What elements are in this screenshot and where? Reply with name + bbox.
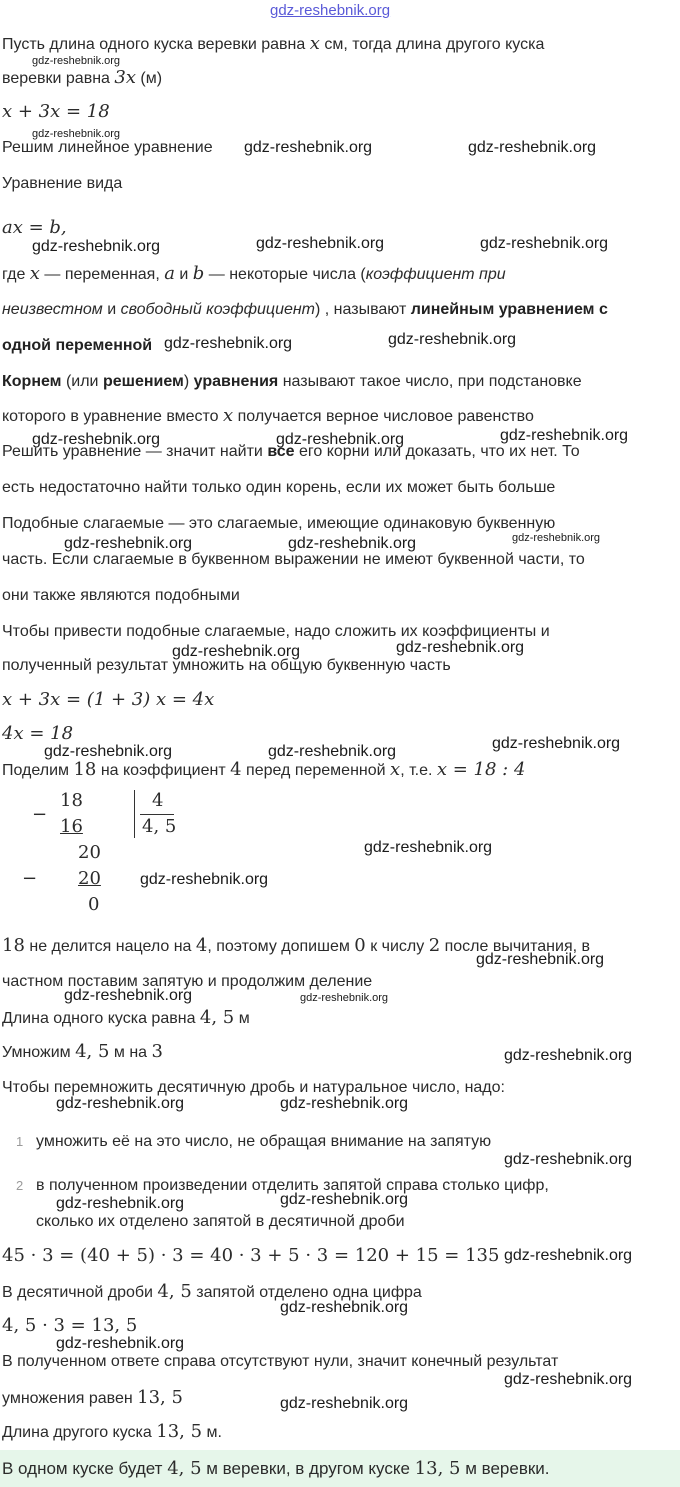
divisor: 4 xyxy=(152,790,164,811)
watermark: gdz-reshebnik.org xyxy=(280,1095,409,1112)
watermark-link[interactable]: gdz-reshebnik.org xyxy=(270,2,391,19)
answer-text: В одном куске будет 4, 5 м веревки, в другом куске 13, 5 м веревки. xyxy=(2,1458,550,1479)
watermark: gdz-reshebnik.org xyxy=(64,987,193,1004)
division-bar xyxy=(134,790,135,838)
zeros-note-1: В полученном ответе справа отсутствуют нули, значит конечный результат xyxy=(2,1353,559,1370)
equation-1: x + 3x = 18 xyxy=(2,101,110,122)
watermark: gdz-reshebnik.org xyxy=(492,735,621,752)
watermark: gdz-reshebnik.org xyxy=(504,1247,633,1264)
watermark: gdz-reshebnik.org xyxy=(32,238,161,255)
equation-5: 4, 5 · 3 = 13, 5 xyxy=(2,1315,138,1336)
like-terms-2: часть. Если слагаемые в буквенном выражении не имеют буквенной части, то xyxy=(2,551,585,568)
watermark: gdz-reshebnik.org xyxy=(468,139,597,156)
definition-intro: Уравнение вида xyxy=(2,175,123,192)
first-piece-length: Длина одного куска равна 4, 5 м xyxy=(2,1007,250,1028)
watermark: gdz-reshebnik.org xyxy=(476,951,605,968)
watermark: gdz-reshebnik.org xyxy=(44,743,173,760)
like-terms-3: они также являются подобными xyxy=(2,587,240,604)
watermark: gdz-reshebnik.org xyxy=(56,1335,185,1352)
watermark: gdz-reshebnik.org xyxy=(64,535,193,552)
watermark: gdz-reshebnik.org xyxy=(256,235,385,252)
quotient: 4, 5 xyxy=(142,816,177,837)
equation-general: ax = b, xyxy=(2,217,67,238)
not-divisible-2: частном поставим запятую и продолжим деление xyxy=(2,973,373,990)
watermark: gdz-reshebnik.org xyxy=(504,1047,633,1064)
watermark: gdz-reshebnik.org xyxy=(300,992,389,1004)
dividend: 18 xyxy=(60,790,83,811)
equation-2: x + 3x = (1 + 3) x = 4x xyxy=(2,689,215,710)
multiply-rule: Чтобы перемножить десятичную дробь и натуральное число, надо: xyxy=(2,1079,505,1096)
solve-heading: Решим линейное уравнение xyxy=(2,139,213,156)
watermark: gdz-reshebnik.org xyxy=(364,839,493,856)
step-2a: в полученном произведении отделить запятой справа столько цифр, xyxy=(36,1177,549,1194)
watermark: gdz-reshebnik.org xyxy=(32,55,121,67)
watermark: gdz-reshebnik.org xyxy=(268,743,397,760)
watermark: gdz-reshebnik.org xyxy=(32,128,121,140)
equation-4: 45 · 3 = (40 + 5) · 3 = 40 · 3 + 5 · 3 = 120 + 15 = 135 xyxy=(2,1245,500,1266)
watermark: gdz-reshebnik.org xyxy=(56,1095,185,1112)
like-terms-1: Подобные слагаемые — это слагаемые, имеющие одинаковую буквенную xyxy=(2,515,556,532)
subtrahend: 16 xyxy=(60,816,83,837)
solve-definition-1: Решить уравнение — значит найти все его корни или доказать, что их нет. То xyxy=(2,443,580,460)
watermark: gdz-reshebnik.org xyxy=(388,331,517,348)
bring-terms-1: Чтобы привести подобные слагаемые, надо сложить их коэффициенты и xyxy=(2,623,550,640)
watermark: gdz-reshebnik.org xyxy=(140,871,269,888)
root-definition-1: Корнем (или решением) уравнения называют такое число, при подстановке xyxy=(2,373,582,390)
definition-line-1: где x — переменная, a и b — некоторые числа (коэффициент при xyxy=(2,263,506,284)
step-2b: сколько их отделено запятой в десятичной дроби xyxy=(36,1213,405,1230)
decimal-note: В десятичной дроби 4, 5 запятой отделено одна цифра xyxy=(2,1281,422,1302)
definition-line-2: неизвестном и свободный коэффициент) , называют линейным уравнением с xyxy=(2,301,608,318)
watermark: gdz-reshebnik.org xyxy=(276,431,405,448)
solve-definition-2: есть недостаточно найти только один корень, если их может быть больше xyxy=(2,479,556,496)
minus-sign: − xyxy=(22,868,38,889)
watermark: gdz-reshebnik.org xyxy=(280,1191,409,1208)
multiply-line: Умножим 4, 5 м на 3 xyxy=(2,1041,163,1062)
watermark: gdz-reshebnik.org xyxy=(504,1151,633,1168)
problem-line-2: веревки равна 3x (м) xyxy=(2,67,163,88)
equation-3: 4x = 18 xyxy=(2,723,74,744)
watermark: gdz-reshebnik.org xyxy=(172,643,301,660)
remainder-20: 20 xyxy=(78,842,101,863)
divide-line: Поделим 18 на коэффициент 4 перед переменной x, т.е. x = 18 : 4 xyxy=(2,759,526,780)
answer-box xyxy=(0,1450,680,1487)
subtrahend-20: 20 xyxy=(78,868,101,889)
watermark: gdz-reshebnik.org xyxy=(480,235,609,252)
watermark: gdz-reshebnik.org xyxy=(504,1371,633,1388)
watermark: gdz-reshebnik.org xyxy=(288,535,417,552)
watermark: gdz-reshebnik.org xyxy=(280,1299,409,1316)
watermark: gdz-reshebnik.org xyxy=(396,639,525,656)
zeros-note-2: умножения равен 13, 5 xyxy=(2,1387,183,1408)
watermark: gdz-reshebnik.org xyxy=(56,1195,185,1212)
watermark: gdz-reshebnik.org xyxy=(164,335,293,352)
watermark: gdz-reshebnik.org xyxy=(500,427,629,444)
root-definition-2: которого в уравнение вместо x получается верное числовое равенство xyxy=(2,405,534,426)
bring-terms-2: полученный результат умножить на общую буквенную часть xyxy=(2,657,451,674)
divisor-line xyxy=(140,814,174,815)
watermark: gdz-reshebnik.org xyxy=(280,1395,409,1412)
step-1: умножить её на это число, не обращая внимание на запятую xyxy=(36,1133,492,1150)
problem-line-1: Пусть длина одного куска веревки равна x см, тогда длина другого куска xyxy=(2,33,545,54)
second-piece-length: Длина другого куска 13, 5 м. xyxy=(2,1421,222,1442)
step-number: 1 xyxy=(16,1134,24,1149)
final-remainder: 0 xyxy=(88,894,100,915)
watermark: gdz-reshebnik.org xyxy=(32,431,161,448)
minus-sign: − xyxy=(32,804,48,825)
watermark: gdz-reshebnik.org xyxy=(512,532,601,544)
step-number: 2 xyxy=(16,1178,24,1193)
definition-line-3: одной переменной xyxy=(2,337,153,354)
watermark: gdz-reshebnik.org xyxy=(244,139,373,156)
not-divisible-1: 18 не делится нацело на 4, поэтому допишем 0 к числу 2 после вычитания, в xyxy=(2,935,590,956)
